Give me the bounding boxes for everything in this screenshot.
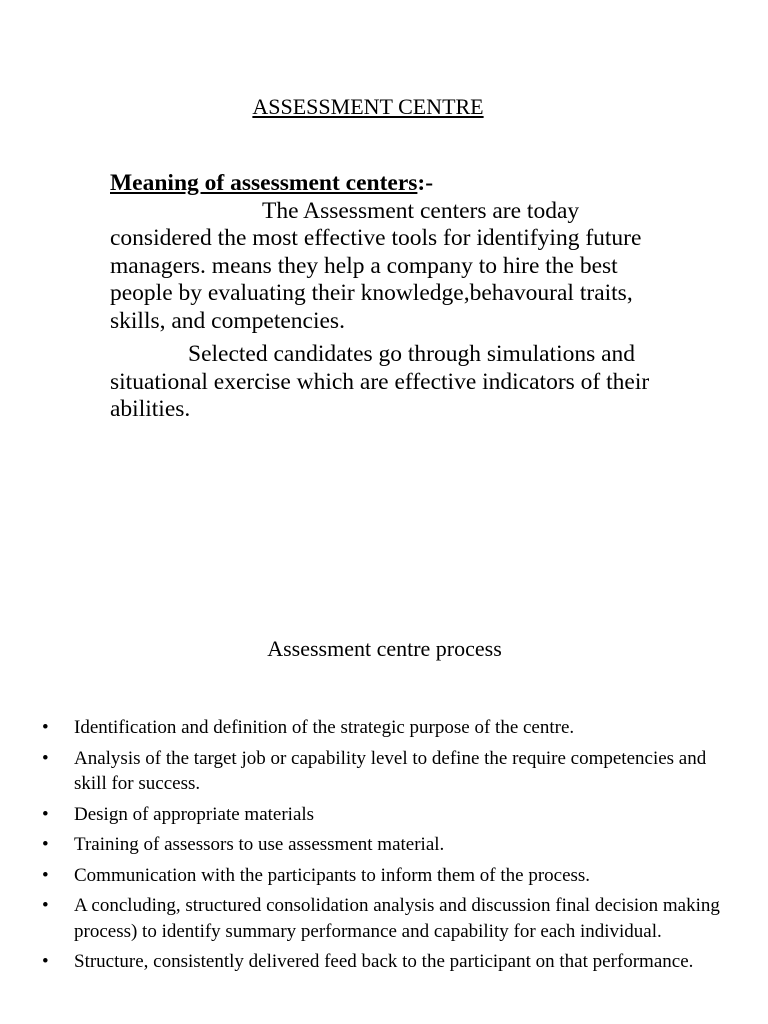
list-item-text: Training of assessors to use assessment material. [74,834,445,855]
list-item [40,949,730,975]
meaning-paragraph-1: The Assessment centers are today considered the most effective tools for identifying future managers. means they help a company to hire the best people by evaluating their knowledge,behavoural traits, skills, and competencies. [110,197,642,334]
list-item-text: Analysis of the target job or capability level to define the require competencies and skill for success. [74,747,707,794]
list-item-text: A concluding, structured consolidation analysis and discussion final decision making process) to identify summary performance and capability for each individual. [74,895,720,942]
bullet-icon: • [42,951,49,972]
heading-suffix: :- [417,170,434,196]
bullet-icon: • [42,864,49,886]
list-item [40,863,730,889]
heading-text: Meaning of assessment centers [110,170,418,196]
bullet-icon: • [42,747,49,769]
process-title [0,636,768,662]
bullet-icon: • [42,895,49,916]
section-heading [110,170,650,198]
list-item [40,802,730,828]
slide-title: ASSESSMENT CENTRE [252,94,484,119]
list-item-text: Design of appropriate materials [74,803,315,825]
list-item [40,832,730,858]
meaning-section [110,170,650,424]
bullet-icon: • [42,834,49,855]
bullet-icon: • [42,803,49,825]
list-item-text: Structure, consistently delivered feed back to the participant on that performance. [74,951,694,972]
list-item-text: Communication with the participants to inform them of the process. [74,864,591,886]
list-item [40,746,730,797]
meaning-paragraph-2: Selected candidates go through simulations and situational exercise which are effective indicators of their abilities. [110,341,650,422]
list-item-text: Identification and definition of the strategic purpose of the centre. [74,717,575,738]
list-item [40,715,730,741]
bullet-icon: • [42,717,49,738]
process-title-text: Assessment centre process [267,636,502,661]
process-steps-list [40,715,730,980]
list-item [40,893,730,944]
slide-assessment-process [0,520,768,1024]
